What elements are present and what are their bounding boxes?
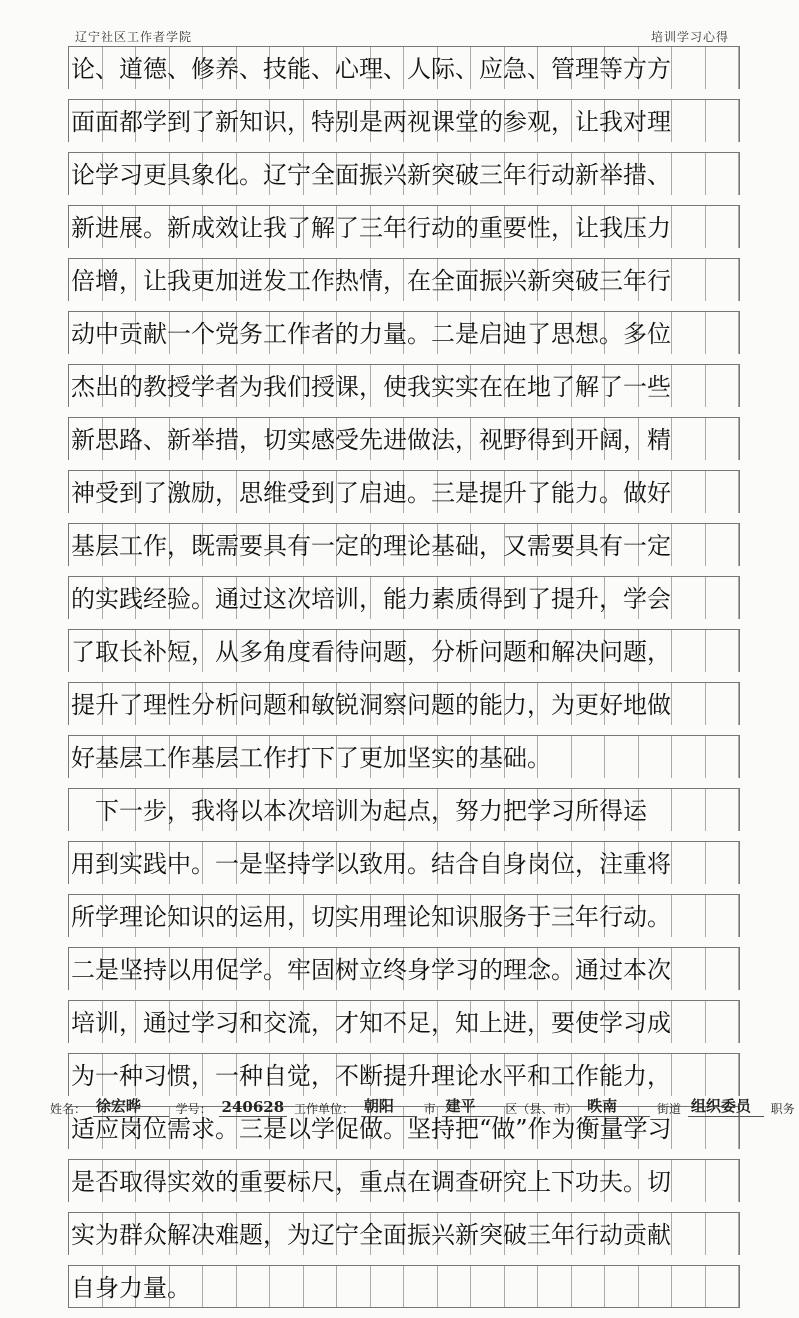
handwritten-line: 论、道德、修养、技能、心理、人际、应急、管理等方方 <box>71 56 671 82</box>
grid-row <box>68 258 740 301</box>
handwritten-line: 动中贡献一个党务工作者的力量。二是启迪了思想。多位 <box>71 321 671 347</box>
handwritten-line: 杰出的教授学者为我们授课，使我实实在在地了解了一些 <box>71 374 671 400</box>
handwritten-line: 面面都学到了新知识，特别是两视课堂的参观，让我对理 <box>71 109 671 135</box>
grid-row <box>68 841 740 884</box>
handwritten-line: 的实践经验。通过这次培训，能力素质得到了提升，学会 <box>71 586 671 612</box>
grid-row <box>68 523 740 566</box>
writing-grid <box>68 46 740 1318</box>
name-label: 姓名： <box>50 1102 87 1116</box>
grid-row <box>68 205 740 248</box>
grid-row <box>68 1265 740 1308</box>
grid-row <box>68 1000 740 1043</box>
work-unit-label: 工作单位： <box>293 1102 354 1116</box>
grid-row <box>68 99 740 142</box>
handwritten-line: 提升了理性分析问题和敏锐洞察问题的能力，为更好地做 <box>71 692 671 718</box>
city-label: 市 <box>423 1102 436 1116</box>
grid-row <box>68 735 740 778</box>
handwritten-line: 用到实践中。一是坚持学以致用。结合自身岗位，注重将 <box>71 851 671 877</box>
footer-info <box>50 1095 795 1117</box>
grid-row <box>68 417 740 460</box>
grid-row <box>68 576 740 619</box>
handwritten-line: 二是坚持以用促学。牢固树立终身学习的理念。通过本次 <box>71 957 671 983</box>
handwritten-line: 自身力量。 <box>71 1275 191 1301</box>
handwritten-line: 好基层工作基层工作打下了更加坚实的基础。 <box>71 745 551 771</box>
street-value: 昳南 <box>584 1095 650 1117</box>
post-label: 职务 <box>770 1102 795 1116</box>
handwritten-line: 实为群众解决难题，为辽宁全面振兴新突破三年行动贡献 <box>71 1222 671 1248</box>
handwritten-line: 了取长补短，从多角度看待问题，分析问题和解决问题， <box>71 639 671 665</box>
grid-row <box>68 470 740 513</box>
org-name: 辽宁社区工作者学院 <box>75 30 193 44</box>
grid-row <box>68 311 740 354</box>
grid-row <box>68 46 740 89</box>
grid-row <box>68 1212 740 1255</box>
handwritten-line: 适应岗位需求。三是以学促做。坚持把“做”作为衡量学习 <box>71 1116 672 1142</box>
grid-row <box>68 152 740 195</box>
handwritten-line: 为一种习惯，一种自觉，不断提升理论水平和工作能力， <box>71 1063 671 1089</box>
handwritten-line: 新进展。新成效让我了解了三年行动的重要性，让我压力 <box>71 215 671 241</box>
student-id-value: 240628 <box>219 1098 288 1117</box>
grid-row <box>68 788 740 831</box>
handwritten-line: 是否取得实效的重要标尺，重点在调查研究上下功夫。切 <box>71 1169 671 1195</box>
county-label: 区（县、市） <box>505 1102 578 1116</box>
grid-row <box>68 364 740 407</box>
grid-row <box>68 1053 740 1096</box>
handwritten-line: 下一步，我将以本次培训为起点，努力把学习所得运 <box>71 798 647 824</box>
document-type: 培训学习心得 <box>650 30 729 44</box>
handwritten-line: 所学理论知识的运用，切实用理论知识服务于三年行动。 <box>71 904 671 930</box>
county-value: 建平 <box>442 1095 498 1117</box>
post-value: 组织委员 <box>688 1095 764 1117</box>
grid-row <box>68 682 740 725</box>
handwritten-line: 神受到了激励，思维受到了启迪。三是提升了能力。做好 <box>71 480 671 506</box>
handwritten-line: 新思路、新举措，切实感受先进做法，视野得到开阔，精 <box>71 427 671 453</box>
street-label: 街道 <box>656 1102 681 1116</box>
handwritten-line: 基层工作，既需要具有一定的理论基础，又需要具有一定 <box>71 533 671 559</box>
student-id-label: 学号： <box>175 1102 212 1116</box>
handwritten-line: 倍增，让我更加迸发工作热情，在全面振兴新突破三年行 <box>71 268 671 294</box>
handwritten-line: 培训，通过学习和交流，才知不足，知上进，要使学习成 <box>71 1010 671 1036</box>
name-value: 徐宏晔 <box>93 1095 169 1117</box>
grid-row <box>68 1159 740 1202</box>
grid-row <box>68 894 740 937</box>
page-header <box>0 0 799 46</box>
grid-row <box>68 947 740 990</box>
handwritten-line: 论学习更具象化。辽宁全面振兴新突破三年行动新举措、 <box>71 162 671 188</box>
grid-row <box>68 629 740 672</box>
city-value: 朝阳 <box>361 1095 417 1117</box>
